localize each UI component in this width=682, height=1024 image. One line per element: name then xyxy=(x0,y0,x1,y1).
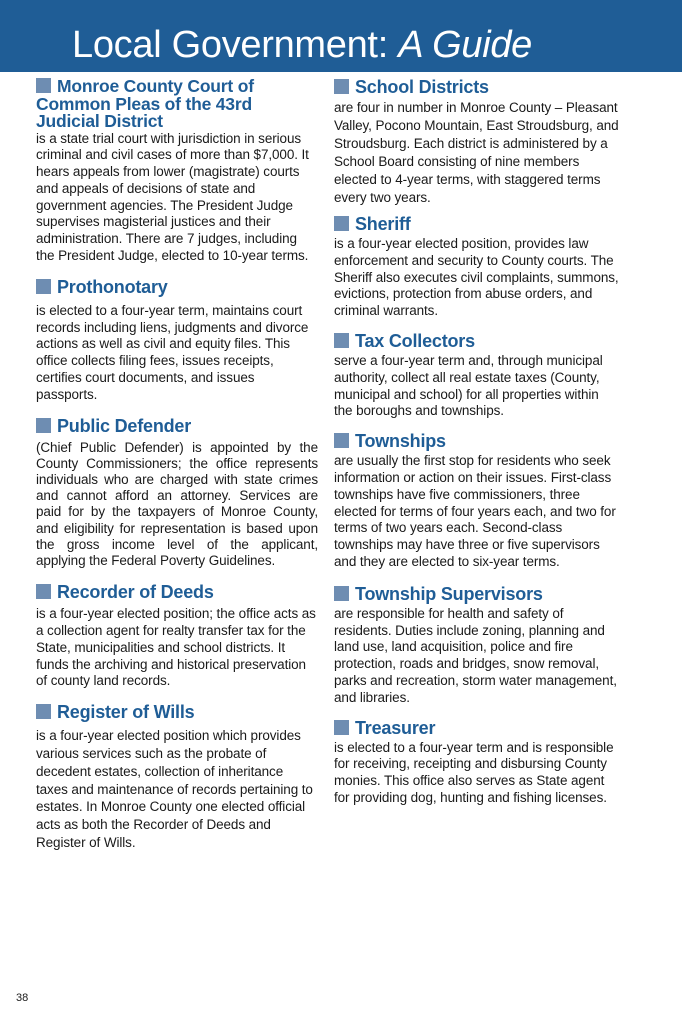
page-title xyxy=(72,20,532,70)
section-prothonotary xyxy=(36,278,318,404)
section-heading xyxy=(334,432,620,450)
section-heading-text: School Districts xyxy=(355,77,489,97)
section-heading xyxy=(334,719,620,737)
square-bullet-icon xyxy=(334,79,349,94)
square-bullet-icon xyxy=(36,78,51,93)
section-heading xyxy=(334,332,620,350)
section-heading-text: Recorder of Deeds xyxy=(57,582,214,603)
section-heading-text: Register of Wills xyxy=(57,702,195,723)
section-body: is a state trial court with jurisdiction in serious criminal and civil cases of more than $7,000. It hears appeals from lower (magistrate) courts and appeals of decisions of state and government agencies. The President Judge supervises magisterial justices and their administration. There are 7 judges, including the President Judge, elected to 10-year terms. xyxy=(36,130,309,264)
section-body: is a four-year elected position which provides various services such as the probate of decedent estates, collection of inheritance taxes and maintenance of records pertaining to estates. In Monroe County one elected official acts as both the Recorder of Deeds and Register of Wills. xyxy=(36,728,313,851)
square-bullet-icon xyxy=(334,586,349,601)
square-bullet-icon xyxy=(334,333,349,348)
right-column xyxy=(334,78,620,807)
section-heading xyxy=(334,215,620,233)
section-heading-text: Tax Collectors xyxy=(355,330,475,351)
section-heading xyxy=(36,703,318,721)
section-body: are usually the first stop for residents who seek information or action on their issues. First-class townships have five commissioners, three elected for terms of four years each, and two for terms of two years each. Second-class townships may have three or five supervisors and they are elected to six-year terms. xyxy=(334,453,616,569)
section-body: are four in number in Monroe County – Pleasant Valley, Pocono Mountain, East Stroudsburg, and Stroudsburg. Each district is administered by a School Board consisting of nine members elected to 4-year terms, with staggered terms every two years. xyxy=(334,100,619,205)
section-township-supervisors xyxy=(334,585,620,707)
section-sheriff xyxy=(334,215,620,320)
page-title-italic: A Guide xyxy=(398,24,533,66)
section-recorder-of-deeds xyxy=(36,583,318,690)
section-public-defender xyxy=(36,417,318,570)
section-body: (Chief Public Defender) is appointed by the County Commissioners; the office represents individuals who are charged with state crimes and cannot afford an attorney. Services are paid for by the taxpayers of Monroe County, and eligibility for representation is based upon the gross income level of the applicant, applying the Federal Poverty Guidelines. xyxy=(36,439,318,569)
section-heading-text: Public Defender xyxy=(57,415,192,436)
square-bullet-icon xyxy=(36,584,51,599)
section-heading-text: Township Supervisors xyxy=(355,583,543,604)
section-school-districts xyxy=(334,78,620,207)
square-bullet-icon xyxy=(334,720,349,735)
section-body: serve a four-year term and, through municipal authority, collect all real estate taxes (County, municipal and school) for all properties within the boroughs and townships. xyxy=(334,352,603,419)
page-title-main: Local Government: xyxy=(72,24,399,66)
section-heading xyxy=(36,278,318,296)
section-townships xyxy=(334,432,620,571)
section-heading xyxy=(334,585,620,603)
left-column xyxy=(36,78,318,852)
square-bullet-icon xyxy=(36,704,51,719)
section-heading xyxy=(36,583,318,601)
section-body: is a four-year elected position, provides law enforcement and security to County courts. The Sheriff also executes civil complaints, summons, evictions, protection from abuse orders, and criminal warrants. xyxy=(334,236,619,319)
section-heading-text: Prothonotary xyxy=(57,276,168,297)
section-body: is a four-year elected position; the office acts as a collection agent for realty transfer tax for the State, municipalities and school districts. It funds the archiving and historical preservation of county land records. xyxy=(36,606,316,689)
title-banner xyxy=(0,0,682,72)
section-heading-text: Treasurer xyxy=(355,717,436,738)
section-register-of-wills xyxy=(36,703,318,852)
section-heading xyxy=(36,78,318,131)
square-bullet-icon xyxy=(334,433,349,448)
section-body: is elected to a four-year term and is responsible for receiving, receipting and disbursing County monies. This office also serves as State agent for providing dog, hunting and fishing licenses. xyxy=(334,739,614,805)
section-heading xyxy=(334,78,620,96)
section-heading-text: Townships xyxy=(355,431,446,452)
page-number: 38 xyxy=(16,992,29,1004)
section-body: is elected to a four-year term, maintains court records including liens, judgments and divorce actions as well as civil and equity files. This office collects filing fees, issues receipts, certifies court documents, and issues passports. xyxy=(36,302,309,402)
section-tax-collectors xyxy=(334,332,620,420)
section-heading-text: Monroe County Court of Common Pleas of the 43rd Judicial District xyxy=(36,76,254,131)
section-body: are responsible for health and safety of residents. Duties include zoning, planning and land use, land acquisition, police and fire protection, roads and bridges, snow removal, parks and recreation, storm water management, and libraries. xyxy=(334,605,617,705)
square-bullet-icon xyxy=(36,279,51,294)
square-bullet-icon xyxy=(36,418,51,433)
square-bullet-icon xyxy=(334,216,349,231)
section-treasurer xyxy=(334,719,620,807)
section-heading xyxy=(36,417,318,435)
section-heading-text: Sheriff xyxy=(355,214,411,234)
section-court xyxy=(36,78,318,265)
